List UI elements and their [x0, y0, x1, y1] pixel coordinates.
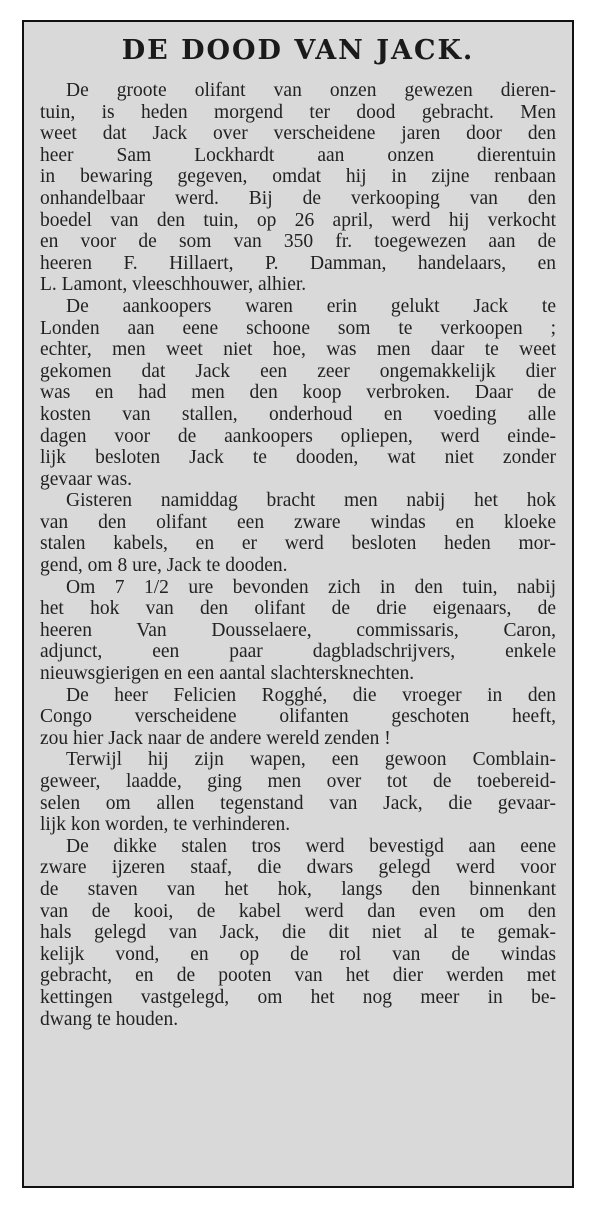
text-line: van den olifant een zware windas en kloeke	[40, 511, 556, 533]
text-line: dwang te houden.	[40, 1008, 179, 1030]
text-line: heeren Van Dousselaere, commissaris, Caron,	[40, 619, 556, 641]
article-paragraph	[40, 749, 556, 835]
text-line: heer Sam Lockhardt aan onzen dierentuin	[40, 144, 556, 166]
text-line: selen om allen tegenstand van Jack, die gevaar-	[40, 792, 556, 814]
article-paragraph	[40, 80, 556, 296]
text-line: De heer Felicien Rogghé, die vroeger in den	[66, 684, 556, 706]
text-line: De groote olifant van onzen gewezen dieren-	[66, 80, 556, 101]
text-line: adjunct, een paar dagbladschrijvers, enkele	[40, 641, 556, 663]
text-line: tuin, is heden morgend ter dood gebracht. Men	[40, 101, 556, 123]
text-line: dagen voor de aankoopers opliepen, werd einde-	[40, 425, 556, 447]
text-line: van de kooi, de kabel werd dan even om den	[40, 900, 556, 922]
text-line: Congo verscheidene olifanten geschoten heeft,	[40, 706, 556, 728]
text-line: boedel van den tuin, op 26 april, werd hij verkocht	[40, 209, 556, 231]
text-line: en voor de som van 350 fr. toegewezen aan de	[40, 231, 556, 253]
text-line: lijk kon worden, te verhinderen.	[40, 814, 291, 836]
text-line: was en had men den koop verbroken. Daar de	[40, 382, 556, 404]
text-line: nieuwsgierigen en een aantal slachtersknechten.	[40, 663, 415, 685]
text-line: gend, om 8 ure, Jack te dooden.	[40, 555, 288, 577]
text-line: echter, men weet niet hoe, was men daar te weet	[40, 339, 556, 361]
text-line: zou hier Jack naar de andere wereld zenden !	[40, 727, 391, 749]
article-paragraph	[40, 836, 556, 1030]
text-line: gebracht, en de pooten van het dier werden met	[40, 965, 556, 987]
text-line: L. Lamont, vleeschhouwer, alhier.	[40, 274, 307, 296]
text-line: gevaar was.	[40, 468, 133, 490]
article-paragraph	[40, 685, 556, 750]
text-line: geweer, laadde, ging men over tot de toebereid-	[40, 771, 556, 792]
text-line: weet dat Jack over verscheidene jaren door den	[40, 123, 556, 145]
text-line: de staven van het hok, langs den binnenkant	[40, 878, 556, 900]
article-paragraph	[40, 490, 556, 576]
text-line: stalen kabels, en er werd besloten heden mor-	[40, 533, 556, 555]
text-line: kelijk vond, en op de rol van de windas	[40, 943, 556, 965]
text-line: het hok van den olifant de drie eigenaars, de	[40, 598, 556, 620]
text-line: kosten van stallen, onderhoud en voeding alle	[40, 403, 556, 425]
text-line: zware ijzeren staaf, die dwars gelegd werd voor	[40, 857, 556, 879]
text-line: onhandelbaar werd. Bij de verkooping van den	[40, 187, 556, 209]
article-paragraph	[40, 577, 556, 685]
text-line: gekomen dat Jack een zeer ongemakkelijk dier	[40, 360, 556, 382]
text-line: heeren F. Hillaert, P. Damman, handelaars, en	[40, 252, 556, 274]
text-line: Terwijl hij zijn wapen, een gewoon Comblain-	[66, 749, 556, 771]
text-line: hals gelegd van Jack, die dit niet al te gemak-	[40, 922, 556, 944]
article-paragraph	[40, 296, 556, 490]
text-line: Londen aan eene schoone som te verkoopen ;	[40, 317, 556, 339]
text-line: in bewaring gegeven, omdat hij in zijne renbaan	[40, 166, 556, 188]
text-line: lijk besloten Jack te dooden, wat niet zonder	[40, 447, 556, 469]
text-line: kettingen vastgelegd, om het nog meer in be-	[40, 986, 556, 1008]
text-line: De aankoopers waren erin gelukt Jack te	[66, 295, 556, 317]
text-line: De dikke stalen tros werd bevestigd aan eene	[66, 835, 556, 857]
text-line: Gisteren namiddag bracht men nabij het hok	[66, 490, 556, 512]
article-body	[40, 80, 556, 1030]
text-line: Om 7 1/2 ure bevonden zich in den tuin, nabij	[66, 576, 556, 598]
article-headline: DE DOOD VAN JACK.	[121, 35, 475, 66]
newspaper-clipping	[22, 20, 574, 1188]
